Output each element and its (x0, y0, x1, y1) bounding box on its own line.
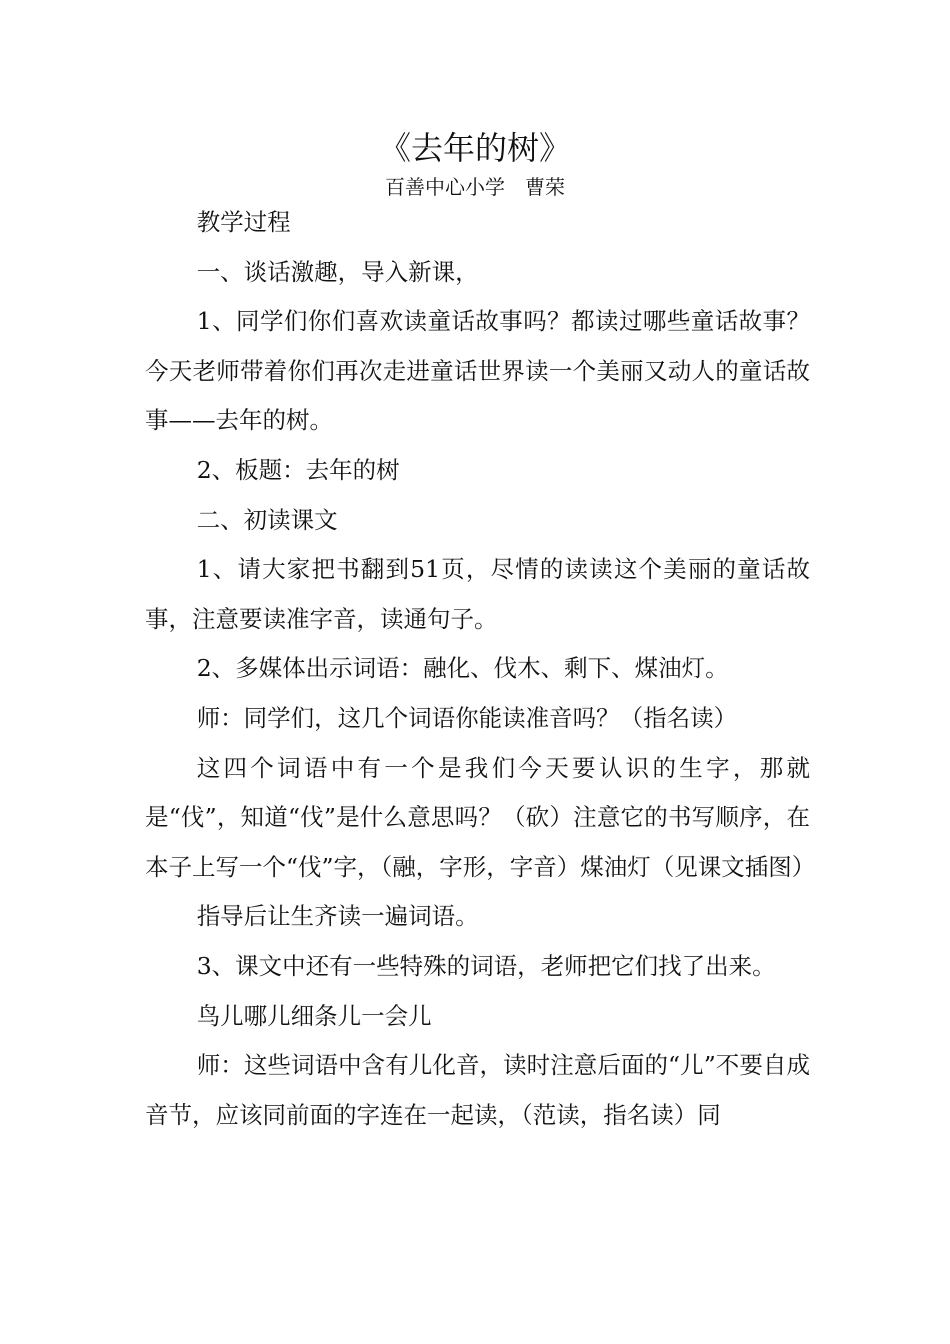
paragraph-new-character: 这四个词语中有一个是我们今天要认识的生字，那就是“伐”，知道“伐”是什么意思吗？（砍）注意它的书写顺序，在本子上写一个“伐”字，（融，字形，字音）煤油灯（见课文插图） (145, 753, 816, 881)
paragraph-teaching-process: 教学过程 (196, 208, 291, 236)
paragraph-read-aloud: 指导后让生齐读一遍词语。 (196, 902, 479, 931)
paragraph-section-2-item-3: 3、课文中还有一些特殊的词语，老师把它们找了出来。 (196, 951, 776, 980)
paragraph-teacher-question: 师：同学们，这几个词语你能读准音吗？（指名读） (196, 703, 738, 732)
document-author: 百善中心小学 曹荣 (385, 175, 565, 199)
document-body (145, 198, 816, 1140)
paragraph-section-2-item-2: 2、多媒体出示词语：融化、伐木、剩下、煤油灯。 (196, 654, 729, 683)
paragraph-teacher-erhua-note: 师：这些词语中含有儿化音，读时注意后面的“儿”不要自成音节，应该同前面的字连在一起读，（范读，指名读）同 (145, 1051, 810, 1129)
paragraph-section-1-heading: 一、谈话激趣，导入新课， (196, 257, 479, 286)
paragraph-section-1-item-1: 1、同学们你们喜欢读童话故事吗？都读过哪些童话故事？今天老师带着你们再次走进童话世界读一个美丽又动人的童话故事——去年的树。 (145, 307, 810, 435)
paragraph-section-2-item-1: 1、请大家把书翻到51页，尽情的读读这个美丽的童话故事，注意要读准字音，读通句子。 (145, 555, 810, 633)
paragraph-section-1-item-2: 2、板题：去年的树 (196, 455, 400, 484)
paragraph-section-2-heading: 二、初读课文 (196, 505, 338, 534)
document-title: 《去年的树》 (378, 129, 571, 167)
paragraph-erhua-words: 鸟儿哪儿细条儿一会儿 (196, 1001, 432, 1030)
